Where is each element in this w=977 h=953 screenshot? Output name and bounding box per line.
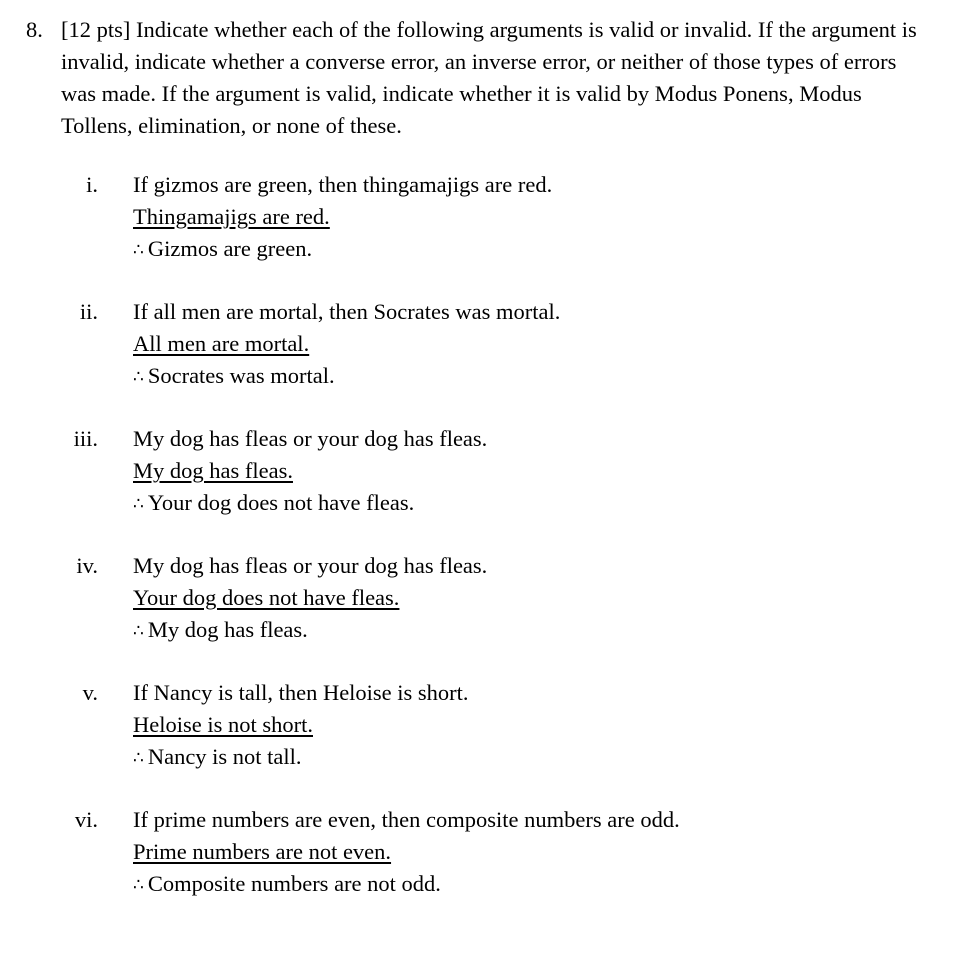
argument-lines: [133, 550, 893, 648]
therefore-icon: ∴: [133, 748, 144, 768]
conclusion-line: [133, 360, 893, 394]
minor-premise-line: [133, 455, 893, 487]
therefore-icon: ∴: [133, 621, 144, 641]
conclusion: Nancy is not tall.: [147, 744, 302, 769]
major-premise: If prime numbers are even, then composite numbers are odd.: [133, 807, 680, 832]
question-8: [26, 14, 926, 142]
argument-label: v.: [82, 680, 98, 705]
question-number: 8.: [26, 17, 43, 42]
major-premise: If all men are mortal, then Socrates was mortal.: [133, 299, 561, 324]
minor-premise: Heloise is not short.: [133, 712, 313, 737]
major-premise: My dog has fleas or your dog has fleas.: [133, 426, 488, 451]
minor-premise-line: [133, 201, 893, 233]
minor-premise: All men are mortal.: [133, 331, 310, 356]
argument-label: ii.: [79, 299, 98, 324]
major-premise: If Nancy is tall, then Heloise is short.: [133, 680, 469, 705]
argument-lines: [133, 804, 893, 902]
major-premise: My dog has fleas or your dog has fleas.: [133, 553, 488, 578]
minor-premise-line: [133, 709, 893, 741]
therefore-icon: ∴: [133, 367, 144, 387]
therefore-icon: ∴: [133, 494, 144, 514]
conclusion: Your dog does not have fleas.: [147, 490, 415, 515]
minor-premise-line: [133, 582, 893, 614]
conclusion: Gizmos are green.: [147, 236, 313, 261]
minor-premise: Thingamajigs are red.: [133, 204, 330, 229]
conclusion: My dog has fleas.: [147, 617, 308, 642]
argument-label: i.: [86, 172, 98, 197]
argument-lines: [133, 169, 893, 267]
conclusion-line: [133, 487, 893, 521]
therefore-icon: ∴: [133, 875, 144, 895]
therefore-icon: ∴: [133, 240, 144, 260]
conclusion: Composite numbers are not odd.: [147, 871, 441, 896]
argument-label: iv.: [76, 553, 98, 578]
argument-label: vi.: [74, 807, 98, 832]
minor-premise: Your dog does not have fleas.: [133, 585, 400, 610]
minor-premise: My dog has fleas.: [133, 458, 293, 483]
argument-lines: [133, 423, 893, 521]
minor-premise-line: [133, 836, 893, 868]
conclusion-line: [133, 741, 893, 775]
conclusion-line: [133, 233, 893, 267]
question-prompt: [12 pts] Indicate whether each of the following arguments is valid or invalid. If the argument is invalid, indicate whether a converse error, an inverse error, or neither of those types of errors was made. If the argument is valid, indicate whether it is valid by Modus Ponens, Modus Tollens, elimination, or none of these.: [61, 17, 917, 138]
major-premise: If gizmos are green, then thingamajigs are red.: [133, 172, 553, 197]
argument-lines: [133, 296, 893, 394]
minor-premise-line: [133, 328, 893, 360]
argument-lines: [133, 677, 893, 775]
conclusion: Socrates was mortal.: [147, 363, 335, 388]
minor-premise: Prime numbers are not even.: [133, 839, 392, 864]
conclusion-line: [133, 614, 893, 648]
argument-label: iii.: [73, 426, 98, 451]
conclusion-line: [133, 868, 893, 902]
